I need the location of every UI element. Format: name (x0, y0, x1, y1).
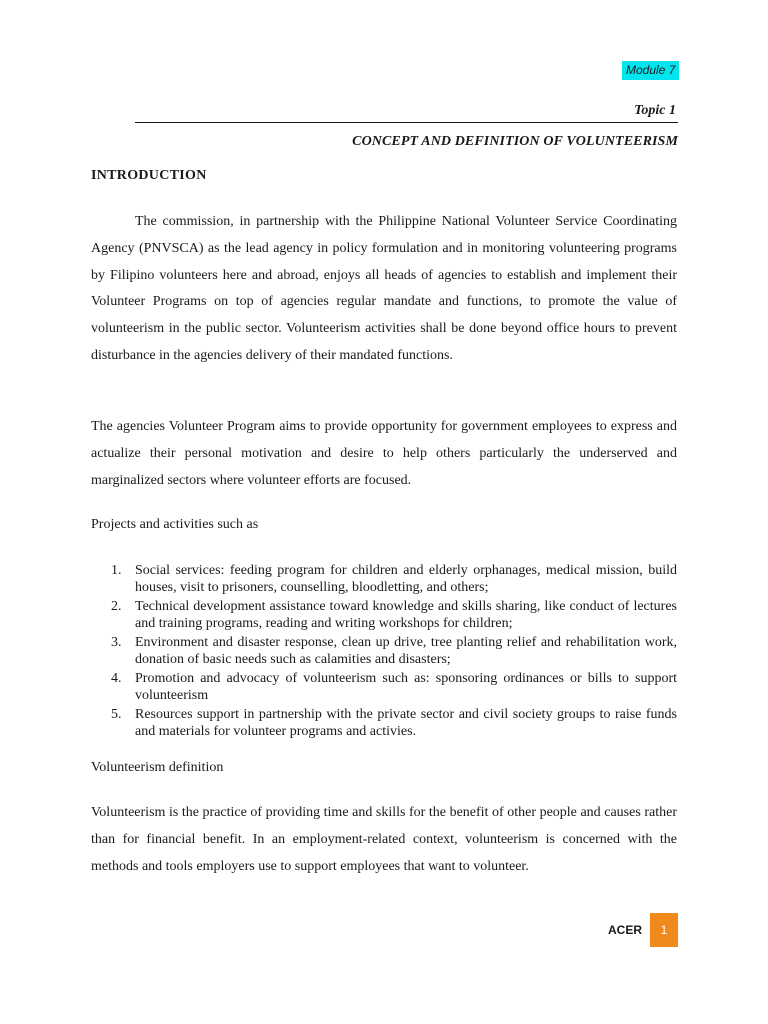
section-heading-introduction: INTRODUCTION (91, 168, 207, 183)
projects-list (91, 562, 677, 742)
list-item-text: Social services: feeding program for children and elderly orphanages, medical mission, build houses, visit to prisoners, counselling, bloodletting, and others; (135, 563, 677, 595)
list-item-number: 2. (111, 599, 122, 614)
list-item (91, 598, 677, 632)
definition-heading: Volunteerism definition (91, 760, 224, 775)
page-title: CONCEPT AND DEFINITION OF VOLUNTEERISM (352, 134, 678, 149)
module-tag: Module 7 (622, 61, 679, 80)
list-item-number: 5. (111, 707, 122, 722)
page-footer (608, 913, 678, 947)
intro-paragraph-2: The agencies Volunteer Program aims to provide opportunity for government employees to express and actualize their personal motivation and desire to help others particularly the underserved and marginalized sectors where volunteer efforts are focused. (91, 419, 677, 488)
list-item-number: 3. (111, 635, 122, 650)
definition-paragraph: Volunteerism is the practice of providing time and skills for the benefit of other people and causes rather than for financial benefit. In an employment-related context, volunteerism is concerned with the methods and tools employers use to support employees that want to volunteer. (91, 805, 677, 874)
list-item-text: Resources support in partnership with the private sector and civil society groups to raise funds and materials for volunteer programs and activies. (135, 707, 677, 739)
list-item-text: Promotion and advocacy of volunteerism such as: sponsoring ordinances or bills to support volunteerism (135, 671, 677, 703)
list-item (91, 670, 677, 704)
footer-label: ACER (607, 923, 642, 937)
list-item-number: 4. (111, 671, 122, 686)
projects-intro: Projects and activities such as (91, 517, 259, 532)
list-item-text: Technical development assistance toward knowledge and skills sharing, like conduct of lectures and training programs, reading and writing workshops for children; (135, 599, 677, 631)
list-item (91, 634, 677, 668)
page-number-badge: 1 (650, 913, 678, 947)
list-item-number: 1. (111, 563, 122, 578)
topic-label: Topic 1 (634, 103, 676, 118)
list-item (91, 562, 677, 596)
intro-paragraph-1: The commission, in partnership with the Philippine National Volunteer Service Coordinating Agency (PNVSCA) as the lead agency in policy formulation and in monitoring volunteering programs by Filipino volunteers here and abroad, enjoys all heads of agencies to establish and implement their Volunteer Programs on top of agencies regular mandate and functions, to promote the value of volunteerism in the public sector. Volunteerism activities shall be done beyond office hours to prevent disturbance in the agencies delivery of their mandated functions. (91, 214, 677, 363)
list-item (91, 706, 677, 740)
header-rule (135, 122, 678, 123)
list-item-text: Environment and disaster response, clean up drive, tree planting relief and rehabilitation work, donation of basic needs such as calamities and disasters; (135, 635, 677, 667)
